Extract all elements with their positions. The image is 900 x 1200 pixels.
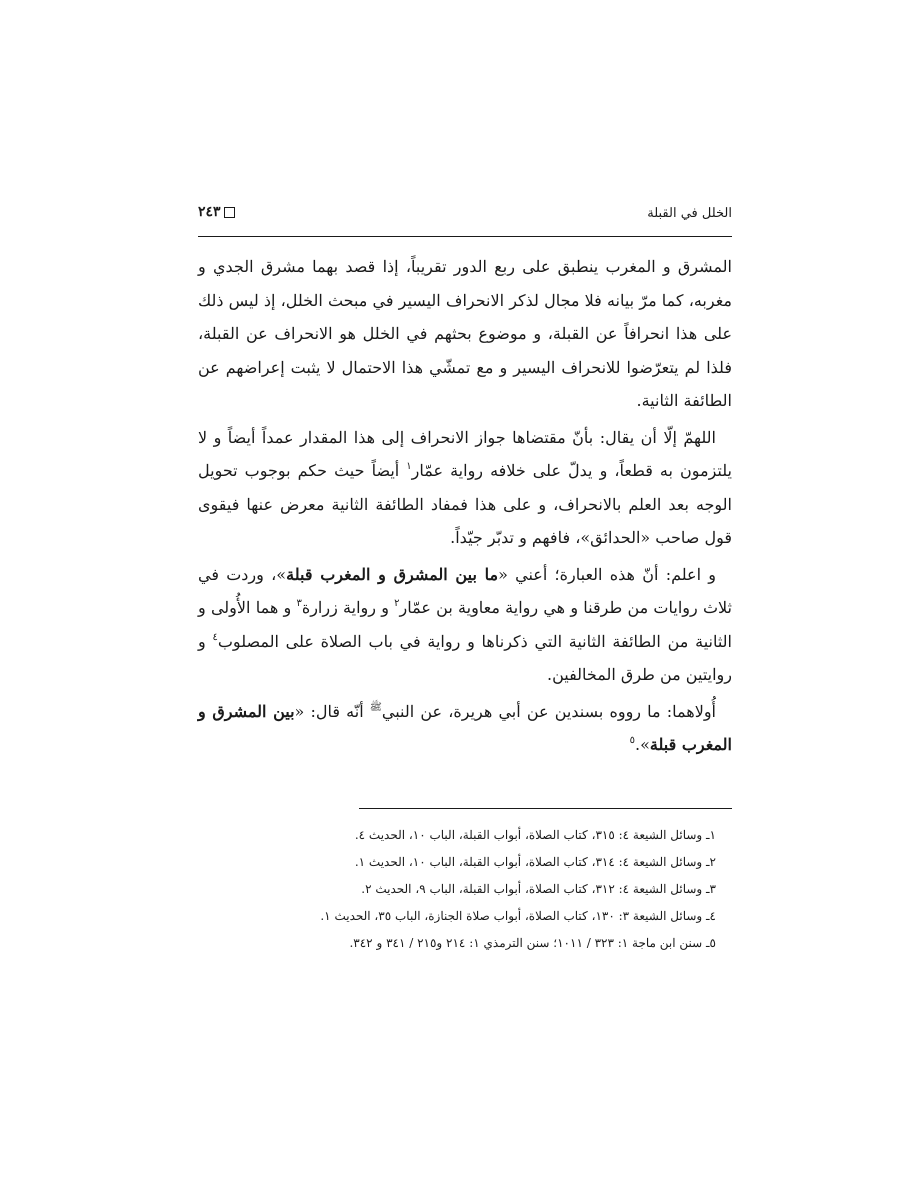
footnotes	[198, 822, 732, 957]
paragraph-4	[198, 695, 732, 762]
paragraph-4-part-c: ».	[635, 735, 650, 754]
footnote-2: ٢ـ وسائل الشيعة ٤: ٣١٤، كتاب الصلاة، أبواب القبلة، الباب ١٠، الحديث ١.	[354, 855, 716, 869]
paragraph-3-part-d: و هما الأُولى و الثانية من الطائفة الثانية التي ذكرناها و رواية في باب الصلاة على المصلوب	[198, 598, 733, 651]
page-number-group	[198, 204, 235, 220]
paragraph-1: المشرق و المغرب ينطبق على ربع الدور تقريباً، إذا قصد بهما مشرق الجدي و مغربه، كما مرّ بيانه فلا مجال لذكر الانحراف اليسير في مبحث الخلل، إذ ليس ذلك على هذا انحرافاً عن القبلة، و موضوع بحثهم في الخلل هو الانحراف عن القبلة، فلذا لم يتعرّضوا للانحراف اليسير و مع تمشّي هذا الاحتمال لا يثبت إعراضهم عن الطائفة الثانية.	[198, 257, 733, 410]
bold-phrase-2: بين المشرق و المغرب قبلة	[198, 701, 732, 754]
page-number: ٢٤٣	[198, 204, 221, 220]
paragraph-4-part-b: أنّه قال: «	[294, 701, 370, 721]
footnote-ref-3: ٣	[296, 598, 302, 609]
footnote-4: ٤ـ وسائل الشيعة ٣: ١٣٠، كتاب الصلاة، أبواب صلاة الجنازة، الباب ٣٥، الحديث ١.	[320, 909, 716, 923]
footnote-ref-1: ١	[406, 461, 412, 472]
paragraph-4-part-a: أُولاهما: ما رووه بسندين عن أبي هريرة، عن النبي	[381, 701, 717, 721]
paragraph-3-part-b: »، وردت في ثلاث روايات من طرقنا و هي رواية معاوية بن عمّار	[198, 564, 733, 617]
running-title: الخلل في القبلة	[647, 206, 732, 221]
paragraph-3-part-a: و اعلم: أنّ هذه العبارة؛ أعني «	[498, 564, 717, 584]
paragraph-3-part-e: و روايتين من طرق المخالفين.	[198, 631, 732, 684]
paragraph-3-part-c: و رواية زرارة	[301, 598, 395, 617]
footnote-5: ٥ـ سنن ابن ماجة ١: ٣٢٣ / ١٠١١؛ سنن الترمذي ١: ٢١٤ و٢١٥ / ٣٤١ و ٣٤٢.	[349, 936, 716, 950]
footnote-ref-4: ٤	[212, 631, 218, 643]
main-text	[198, 250, 732, 765]
bold-phrase-1: ما بين المشرق و المغرب قبلة	[286, 564, 499, 584]
footnote-ref-2: ٢	[394, 598, 400, 609]
paragraph-2	[198, 421, 732, 555]
running-header	[198, 204, 732, 228]
paragraph-2-part-a: اللهمّ إلّا أن يقال: بأنّ مقتضاها جواز الانحراف إلى هذا المقدار عمداً أيضاً و لا يلتزمون به قطعاً، و يدلّ على خلافه رواية عمّار	[198, 427, 733, 480]
footnote-1: ١ـ وسائل الشيعة ٤: ٣١٥، كتاب الصلاة، أبواب القبلة، الباب ١٠، الحديث ٤.	[354, 828, 716, 842]
honorific-glyph: ﷺ	[369, 701, 382, 713]
footnote-3: ٣ـ وسائل الشيعة ٤: ٣١٢، كتاب الصلاة، أبواب القبلة، الباب ٩، الحديث ٢.	[361, 882, 716, 896]
header-rule	[198, 236, 732, 237]
paragraph-3	[198, 558, 732, 692]
footnote-separator	[359, 808, 732, 809]
paragraph-2-part-b: أيضاً حيث حكم بوجوب تحويل الوجه بعد العلم بالانحراف، و على هذا فمفاد الطائفة الثانية معرض عنها فيقوى قول صاحب «الحدائق»، فافهم و تدبّر جيّداً.	[198, 461, 732, 547]
footnote-ref-5: ٥	[629, 735, 636, 746]
square-box-icon	[224, 207, 235, 218]
